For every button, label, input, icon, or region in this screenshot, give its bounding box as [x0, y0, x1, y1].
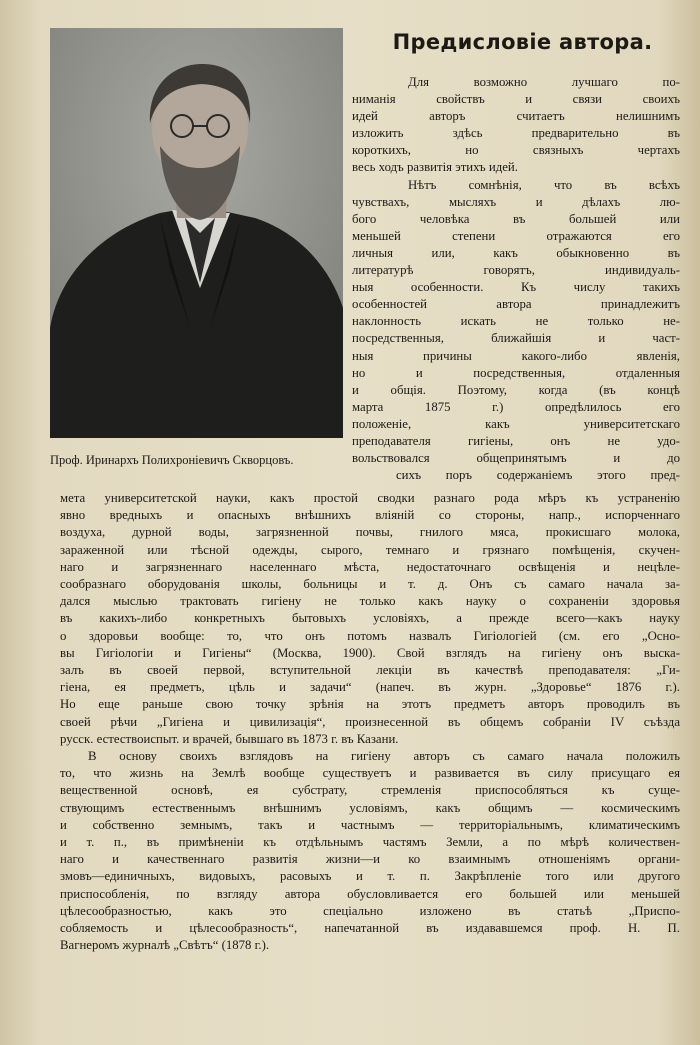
- portrait-photo: [50, 28, 343, 438]
- text-line: гіена, ея предметъ, цѣль и задачи“ (напеч. въ журн. „Здоровье“ 1876 г.).: [60, 680, 680, 695]
- text-line: чувствахъ, мысляхъ и дѣлахъ лю-: [352, 194, 680, 209]
- text-line: вы Гигіологіи и Гигіены“ (Москва, 1900). Свой взглядъ на гигіену онъ выска-: [60, 645, 680, 660]
- text-line: зараженной или тѣсной одежды, сырого, темнаго и грязнаго помѣщенія, скучен-: [60, 542, 680, 557]
- text-line: наклонность искать не только не-: [352, 314, 680, 329]
- text-line: Но еще раньше свою точку зрѣнія на этотъ предметъ авторъ проводилъ въ: [60, 697, 680, 712]
- text-line: марта 1875 г.) опредѣлилось его: [352, 399, 680, 414]
- text-line: меньшей степени отражаются его: [352, 228, 680, 243]
- text-line: посредственныя, ближайшія и част-: [352, 331, 680, 346]
- text-line: изложить здѣсь предварительно въ: [352, 126, 680, 141]
- page-title: Предисловіе автора.: [392, 30, 653, 54]
- text-line: В основу своихъ взглядовъ на гигіену авторъ съ самаго начала положилъ: [88, 749, 680, 764]
- text-line: особенностей автора принадлежитъ: [352, 297, 680, 312]
- text-line: преподавателя гигіены, онъ не удо-: [352, 433, 680, 448]
- text-line: и т. п., въ примѣненіи къ отдѣльнымъ частямъ Земли, а по мѣрѣ количествен-: [60, 835, 680, 850]
- text-line: змовъ—единичныхъ, видовыхъ, расовыхъ и т. п. Закрѣпленіе того или другого: [60, 869, 680, 884]
- text-line: то, что жизнь на Землѣ вообще существуетъ и развивается въ силу присущаго ея: [60, 766, 680, 781]
- text-line: въ какихъ-либо конкретныхъ бытовыхъ условіяхъ, а прежде всего—какъ науку: [60, 611, 680, 626]
- main-body-text: [60, 490, 680, 954]
- text-line: сообразнаго оборудованія школы, больницы и т. д. Онъ съ самаго начала за-: [60, 577, 680, 592]
- text-line: явно вредныхъ и опасныхъ внѣшнихъ вліяній со стороны, напр., испорченнаго: [60, 508, 680, 523]
- portrait-photo-icon: [50, 28, 343, 438]
- text-line: Вагнеромъ журналѣ „Свѣтъ“ (1878 г.).: [60, 938, 270, 953]
- text-line: Нѣтъ сомнѣнія, что въ всѣхъ: [408, 177, 680, 192]
- text-line: весь ходъ развитія этихъ идей.: [352, 160, 518, 175]
- text-line: ниманія свойствъ и связи своихъ: [352, 92, 680, 107]
- text-line: залъ въ своей первой, вступительной лекціи въ качествѣ преподавателя: „Ги-: [60, 663, 680, 678]
- text-line: о здоровьи вообще: то, что онъ потомъ назвалъ Гигіологіей (см. его „Осно-: [60, 628, 680, 643]
- text-line: и общія. Поэтому, когда (въ концѣ: [352, 382, 680, 397]
- text-line: собляемость и цѣлесообразность“, напечатанной въ издававшемся проф. Н. П.: [60, 921, 680, 936]
- text-line: вещественной основѣ, ея субстрату, стремленія приспособляться къ суще-: [60, 783, 680, 798]
- text-line: вольствовался общепринятымъ и до: [352, 451, 680, 466]
- text-line: но и посредственныя, отдаленныя: [352, 365, 680, 380]
- text-line: наго и загрязненнаго населеннаго мѣста, недостаточнаго освѣщенія и нецѣле-: [60, 559, 680, 574]
- text-line: короткихъ, но связныхъ чертахъ: [352, 143, 680, 158]
- text-line: и собственно земнымъ, такъ и частнымъ — территоріальнымъ, климатическимъ: [60, 817, 680, 832]
- text-line: бого человѣка въ большей или: [352, 211, 680, 226]
- text-line: ныя причины какого-либо явленія,: [352, 348, 680, 363]
- text-line: Для возможно лучшаго по-: [408, 75, 680, 89]
- photo-caption: Проф. Иринархъ Полихроніевичъ Скворцовъ.: [50, 453, 294, 467]
- text-line: приспособленія, по взгляду автора обусловливается его большей или меньшей: [60, 886, 680, 901]
- right-column-text: [352, 74, 680, 484]
- text-line: ствующимъ естественнымъ внѣшнимъ условіямъ, какъ общимъ — космическимъ: [60, 800, 680, 815]
- text-line: своей рѣчи „Гигіена и цивилизація“, произнесенной въ общемъ собраніи IV съѣзда: [60, 714, 680, 729]
- text-line: наго и качественнаго развитія жизни—и ко взаимнымъ отношеніямъ органи-: [60, 852, 680, 867]
- text-line: дался мыслью трактовать гигіену не только какъ науку о сохраненіи здоровья: [60, 594, 680, 609]
- text-line: цѣлесообразностью, какъ это спеціально изложено въ статьѣ „Приспо-: [60, 903, 680, 918]
- text-line: идей авторъ считаетъ нелишнимъ: [352, 109, 680, 124]
- text-line: личныя или, какъ обыкновенно въ: [352, 245, 680, 260]
- text-line: мета университетской науки, какъ простой сводки разнаго рода мѣръ къ устраненію: [60, 491, 680, 505]
- text-line: русск. естествоиспыт. и врачей, бывшаго въ 1873 г. въ Казани.: [60, 731, 399, 746]
- text-line: литературѣ говорятъ, индивидуаль-: [352, 263, 680, 278]
- text-line: сихъ поръ содержаніемъ этого пред-: [396, 468, 680, 483]
- text-line: ныя особенности. Къ числу такихъ: [352, 280, 680, 295]
- text-line: положеніе, какъ университетскаго: [352, 416, 680, 431]
- text-line: воздуха, дурной воды, загрязненной почвы, гнилого мяса, прокисшаго молока,: [60, 525, 680, 540]
